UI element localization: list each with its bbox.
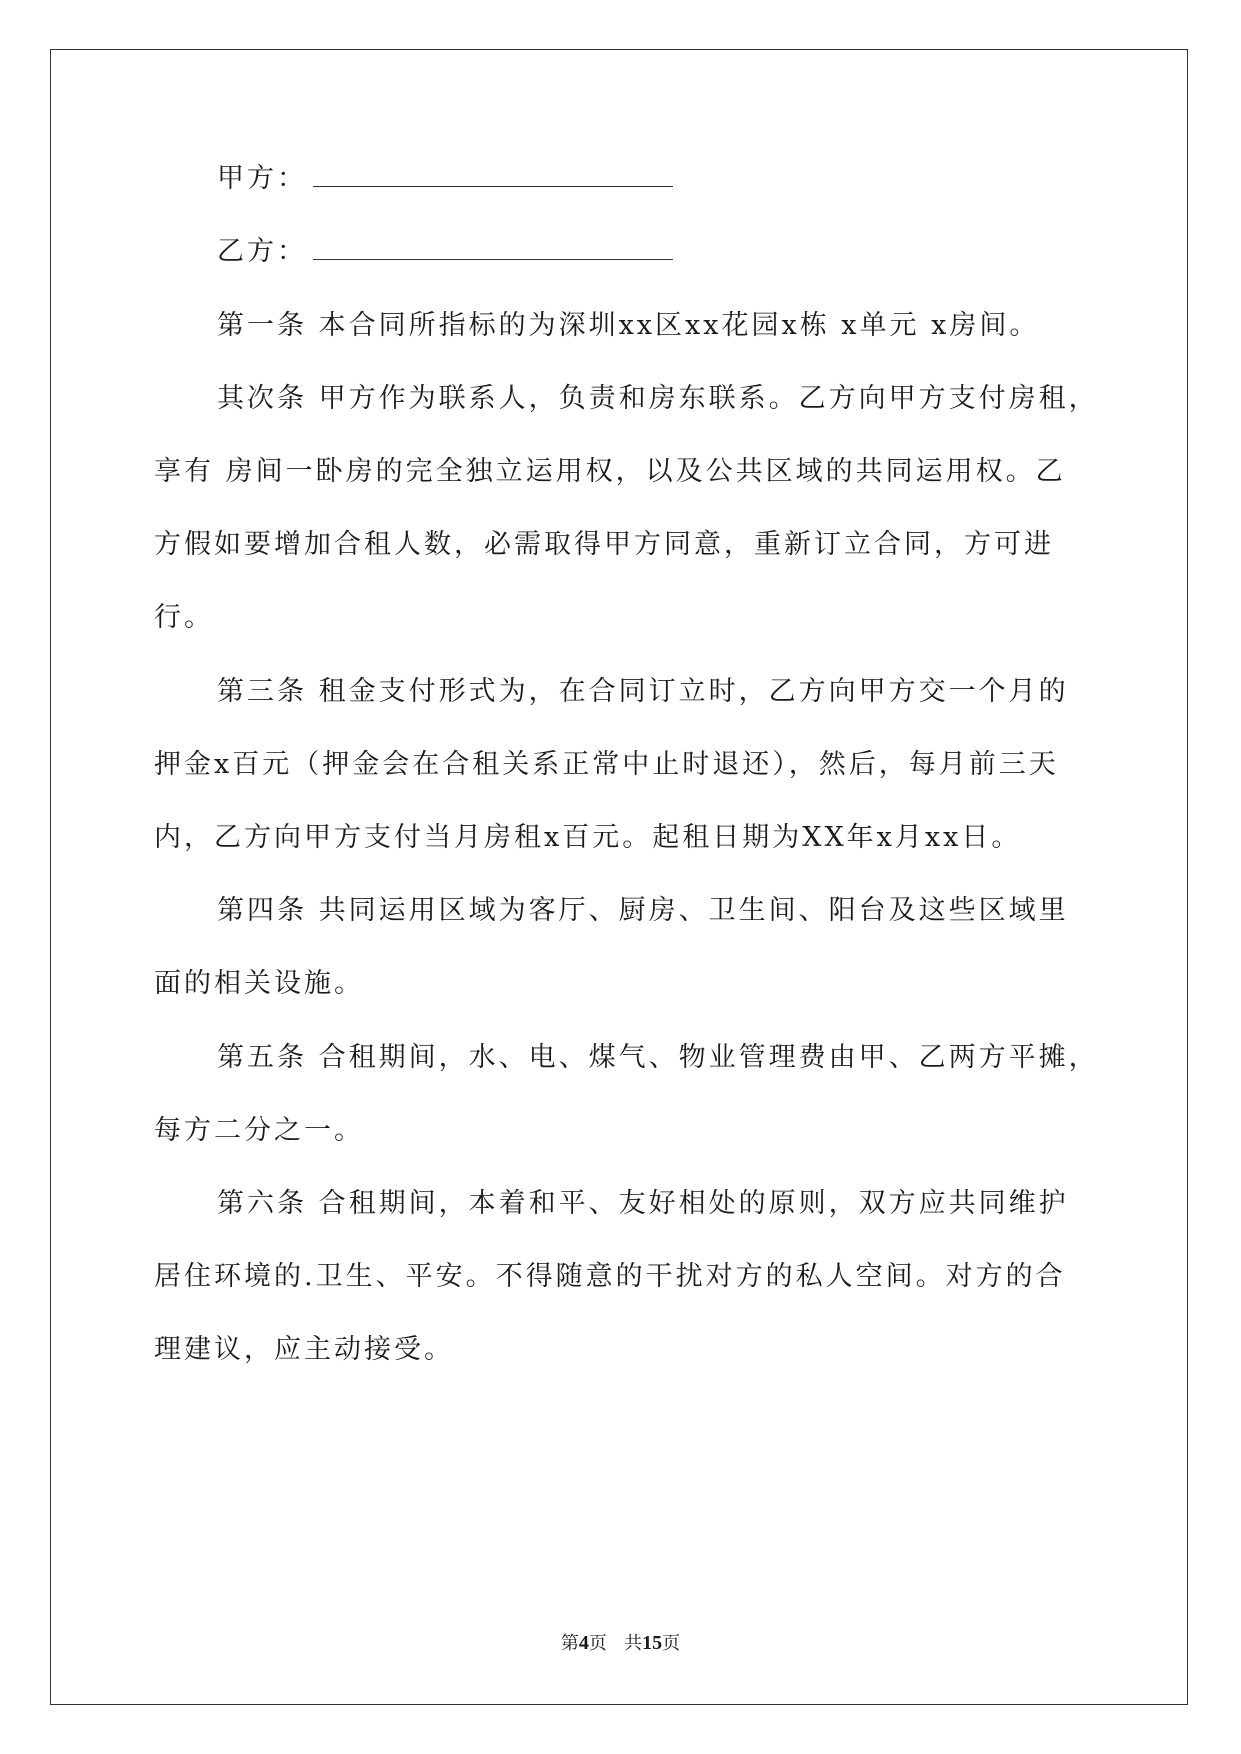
party-a-blank: [313, 182, 673, 187]
clause-6-line-2: 居住环境的.卫生、平安。不得随意的干扰对方的私人空间。对方的合: [154, 1261, 1066, 1292]
footer-page-unit: 页: [588, 1633, 607, 1654]
party-b-line: [154, 229, 1147, 268]
clause-2-line-1: 其次条 甲方作为联系人，负责和房东联系。乙方向甲方支付房租，: [217, 383, 1099, 414]
clause-6-line-1: 第六条 合租期间，本着和平、友好相处的原则，双方应共同维护: [217, 1188, 1069, 1219]
total-pages-number: 15: [642, 1632, 663, 1654]
clause-1-line: 第一条 本合同所指标的为深圳xx区xx花园x栋 x单元 x房间。: [217, 310, 1040, 341]
footer-total-unit: 页: [662, 1633, 681, 1654]
clause-3-line-3: 内，乙方向甲方支付当月房租x百元。起租日期为XX年x月xx日。: [154, 822, 1022, 853]
clause-6-line-3: 理建议，应主动接受。: [154, 1334, 454, 1365]
page-frame: [50, 49, 1188, 1705]
clause-2-line-4: 行。: [154, 602, 214, 633]
current-page-number: 4: [578, 1632, 589, 1654]
clause-5-line-2: 每方二分之一。: [154, 1115, 364, 1146]
clause-2-line-2: 享有 房间一卧房的完全独立运用权，以及公共区域的共同运用权。乙: [154, 456, 1066, 487]
party-a-line: [154, 156, 1147, 195]
clause-4-line-1: 第四条 共同运用区域为客厅、厨房、卫生间、阳台及这些区域里: [217, 895, 1069, 926]
party-b-blank: [313, 255, 673, 260]
footer-prefix: 第: [560, 1633, 579, 1654]
page-footer: [0, 1629, 1241, 1655]
clause-2-line-3: 方假如要增加合租人数，必需取得甲方同意，重新订立合同，方可进: [154, 529, 1054, 560]
party-b-label: 乙方：: [217, 236, 307, 267]
clause-5-line-1: 第五条 合租期间，水、电、煤气、物业管理费由甲、乙两方平摊，: [217, 1042, 1099, 1073]
clause-3-line-1: 第三条 租金支付形式为，在合同订立时，乙方向甲方交一个月的: [217, 676, 1069, 707]
clause-3-line-2: 押金x百元（押金会在合租关系正常中止时退还），然后，每月前三天: [154, 749, 1059, 780]
footer-total-prefix: 共: [624, 1633, 643, 1654]
party-a-label: 甲方：: [217, 163, 307, 194]
clause-4-line-2: 面的相关设施。: [154, 968, 364, 999]
